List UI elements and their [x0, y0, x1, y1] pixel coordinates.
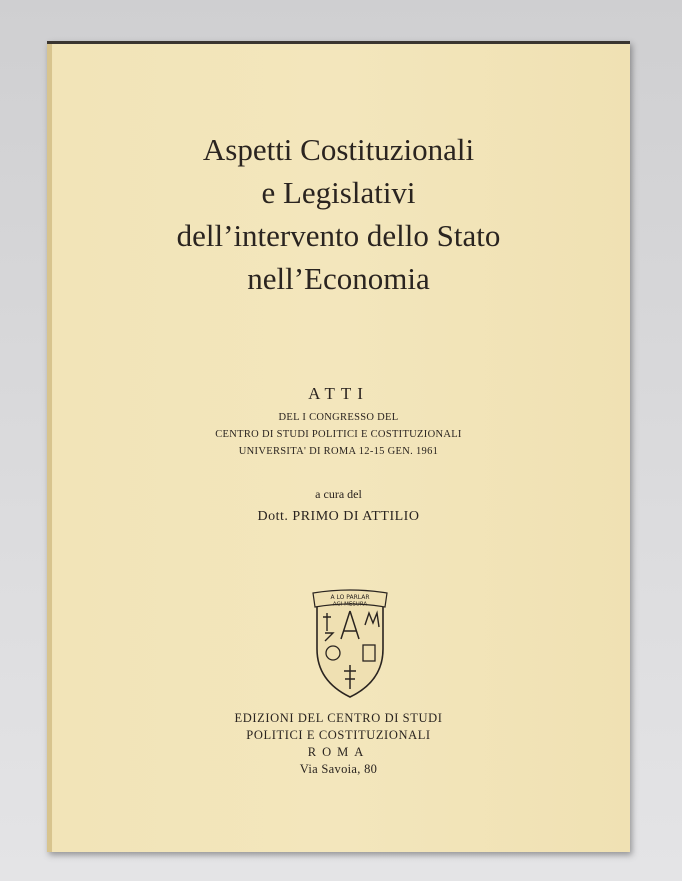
publisher-emblem-icon	[311, 589, 389, 699]
title-line: e Legislativi	[261, 175, 416, 210]
subtitle-line: UNIVERSITA' DI ROMA 12-15 GEN. 1961	[238, 446, 439, 457]
publisher-city: ROMA	[307, 745, 370, 759]
svg-text:AGI MESURA: AGI MESURA	[332, 601, 368, 608]
book-cover	[47, 41, 630, 852]
curator-name: Dott. PRIMO DI ATTILIO	[257, 509, 420, 524]
publisher-info	[47, 710, 630, 778]
book-title	[47, 128, 630, 300]
publisher-line: POLITICI E COSTITUZIONALI	[246, 728, 431, 742]
subtitle-line: DEL I CONGRESSO DEL	[278, 412, 399, 423]
atti-heading: ATTI	[308, 384, 369, 403]
title-line: nell’Economia	[247, 261, 430, 296]
svg-text:A LO PARLAR: A LO PARLAR	[330, 594, 370, 601]
publisher-line: EDIZIONI DEL CENTRO DI STUDI	[234, 711, 443, 725]
publisher-address: Via Savoia, 80	[299, 762, 378, 776]
title-line: dell’intervento dello Stato	[176, 218, 501, 253]
subtitle-line: CENTRO DI STUDI POLITICI E COSTITUZIONALI	[215, 429, 462, 440]
congress-info	[47, 409, 630, 460]
curator-label: a cura del	[315, 487, 362, 501]
title-line: Aspetti Costituzionali	[202, 132, 475, 167]
